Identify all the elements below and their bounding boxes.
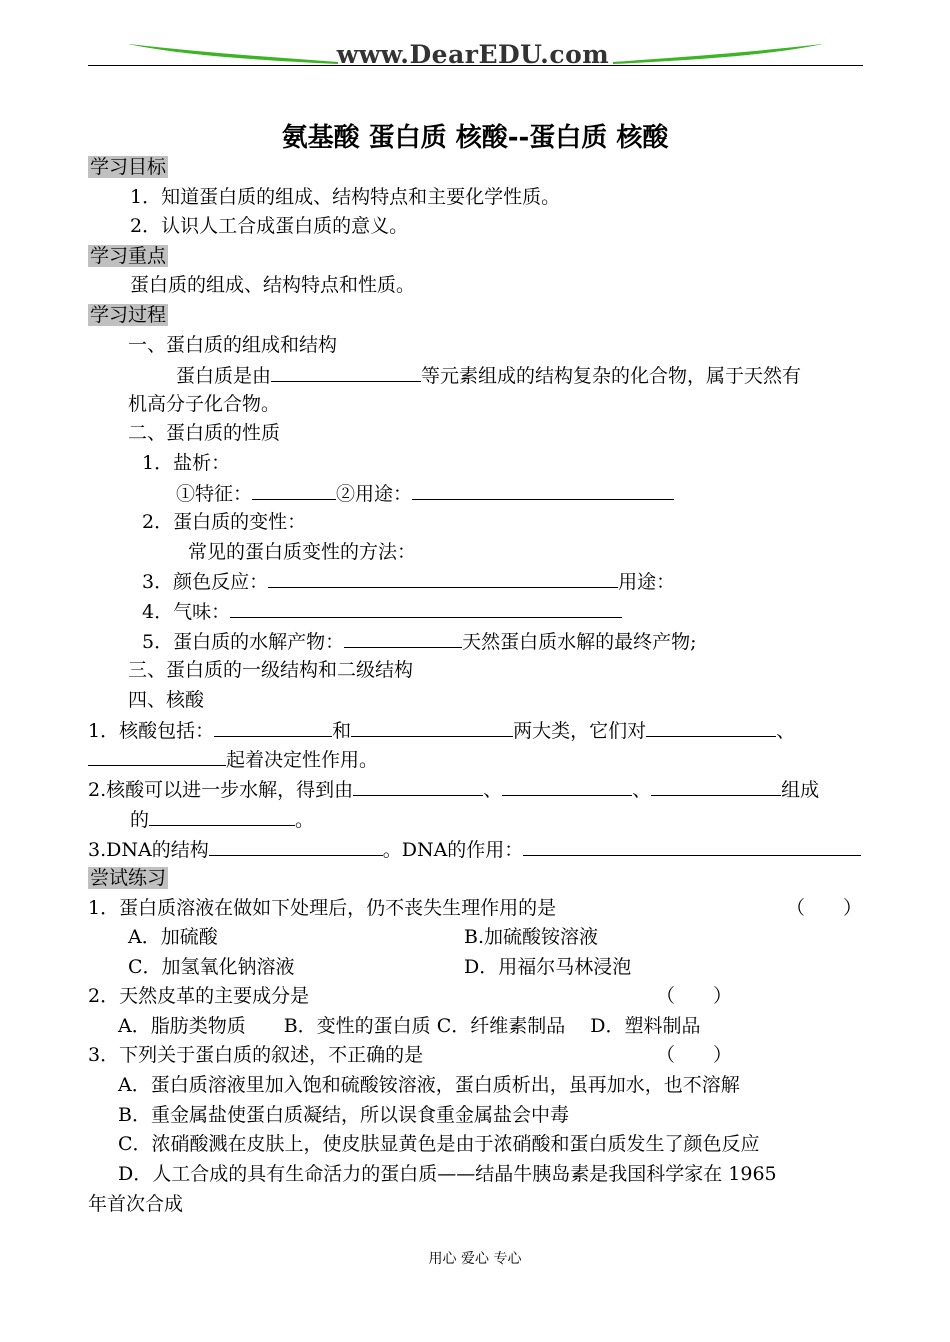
question-1: 1．蛋白质溶液在做如下处理后，仍不丧失生理作用的是 xyxy=(88,897,557,919)
blank[interactable] xyxy=(209,835,383,856)
section-focus: 学习重点 xyxy=(90,245,167,267)
heading-composition: 一、蛋白质的组成和结构 xyxy=(128,334,338,356)
header-site-logo: www.DearEDU.com xyxy=(336,40,610,69)
fill-line: 蛋白质是由 等元素组成的结构复杂的化合物，属于天然有 xyxy=(176,361,801,390)
fill-line: ①特征： ②用途： xyxy=(176,479,674,508)
heading-structure: 三、蛋白质的一级结构和二级结构 xyxy=(128,659,414,681)
blank[interactable] xyxy=(252,479,336,500)
blank[interactable] xyxy=(344,627,462,648)
text-line: 机高分子化合物。 xyxy=(128,393,281,415)
section-practice: 尝试练习 xyxy=(90,867,167,889)
goal-item: 2．认识人工合成蛋白质的意义。 xyxy=(130,215,409,237)
blank[interactable] xyxy=(646,716,776,737)
heading-nucleic-acid: 四、核酸 xyxy=(128,689,205,711)
blank[interactable] xyxy=(271,361,421,382)
right-swoosh xyxy=(613,44,823,62)
blank[interactable] xyxy=(149,805,295,826)
blank[interactable] xyxy=(230,597,622,618)
fill-line: 的 。 xyxy=(130,805,314,834)
heading-properties: 二、蛋白质的性质 xyxy=(128,422,281,444)
left-swoosh xyxy=(128,44,338,62)
fill-line: 3.DNA的结构 。DNA的作用： xyxy=(88,835,861,864)
item-denaturation: 2．蛋白质的变性： xyxy=(142,511,307,533)
option: A．蛋白质溶液里加入饱和硫酸铵溶液，蛋白质析出，虽再加水，也不溶解 xyxy=(118,1074,740,1096)
section-goals: 学习目标 xyxy=(90,156,167,178)
option: B.加硫酸铵溶液 xyxy=(464,926,599,948)
header-rule xyxy=(88,65,863,66)
fill-line: 3．颜色反应： 用途： xyxy=(142,567,675,596)
focus-text: 蛋白质的组成、结构特点和性质。 xyxy=(130,274,416,296)
page-footer: 用心 爱心 专心 xyxy=(428,1251,522,1267)
blank[interactable] xyxy=(214,716,332,737)
option-row: A．脂肪类物质 B．变性的蛋白质 C．纤维素制品 D．塑料制品 xyxy=(118,1015,701,1037)
option: C．加氢氧化钠溶液 xyxy=(128,956,295,978)
item-salting-out: 1．盐析： xyxy=(142,452,231,474)
fill-line: 4．气味： xyxy=(142,597,622,626)
answer-paren[interactable]: （ ） xyxy=(656,985,733,1007)
answer-paren[interactable]: （ ） xyxy=(656,1044,733,1066)
text-line: 常见的蛋白质变性的方法： xyxy=(188,541,417,563)
option: A．加硫酸 xyxy=(128,926,218,948)
question-3: 3．下列关于蛋白质的叙述，不正确的是 xyxy=(88,1044,424,1066)
goal-item: 1．知道蛋白质的组成、结构特点和主要化学性质。 xyxy=(130,186,561,208)
blank[interactable] xyxy=(651,775,781,796)
question-2: 2．天然皮革的主要成分是 xyxy=(88,985,310,1007)
blank[interactable] xyxy=(412,479,674,500)
blank[interactable] xyxy=(523,835,861,856)
option: D．用福尔马林浸泡 xyxy=(464,956,632,978)
fill-line: 2.核酸可以进一步水解，得到由 、 、 组成 xyxy=(88,775,819,804)
fill-line: 1．核酸包括： 和 两大类，它们对 、 xyxy=(88,716,795,745)
option-continued: 年首次合成 xyxy=(88,1193,184,1215)
option: C．浓硝酸溅在皮肤上，使皮肤显黄色是由于浓硝酸和蛋白质发生了颜色反应 xyxy=(118,1133,760,1155)
page-title: 氨基酸 蛋白质 核酸--蛋白质 核酸 xyxy=(281,123,669,153)
answer-paren[interactable]: （ ） xyxy=(786,897,863,919)
blank[interactable] xyxy=(268,567,618,588)
fill-line: 起着决定性作用。 xyxy=(88,745,378,774)
option: D．人工合成的具有生命活力的蛋白质——结晶牛胰岛素是我国科学家在 1965 xyxy=(118,1163,777,1185)
section-process: 学习过程 xyxy=(90,304,167,326)
blank[interactable] xyxy=(88,745,226,766)
blank[interactable] xyxy=(353,775,483,796)
blank[interactable] xyxy=(351,716,513,737)
fill-line: 5．蛋白质的水解产物： 天然蛋白质水解的最终产物; xyxy=(142,627,697,656)
blank[interactable] xyxy=(502,775,632,796)
option: B．重金属盐使蛋白质凝结，所以误食重金属盐会中毒 xyxy=(118,1104,569,1126)
